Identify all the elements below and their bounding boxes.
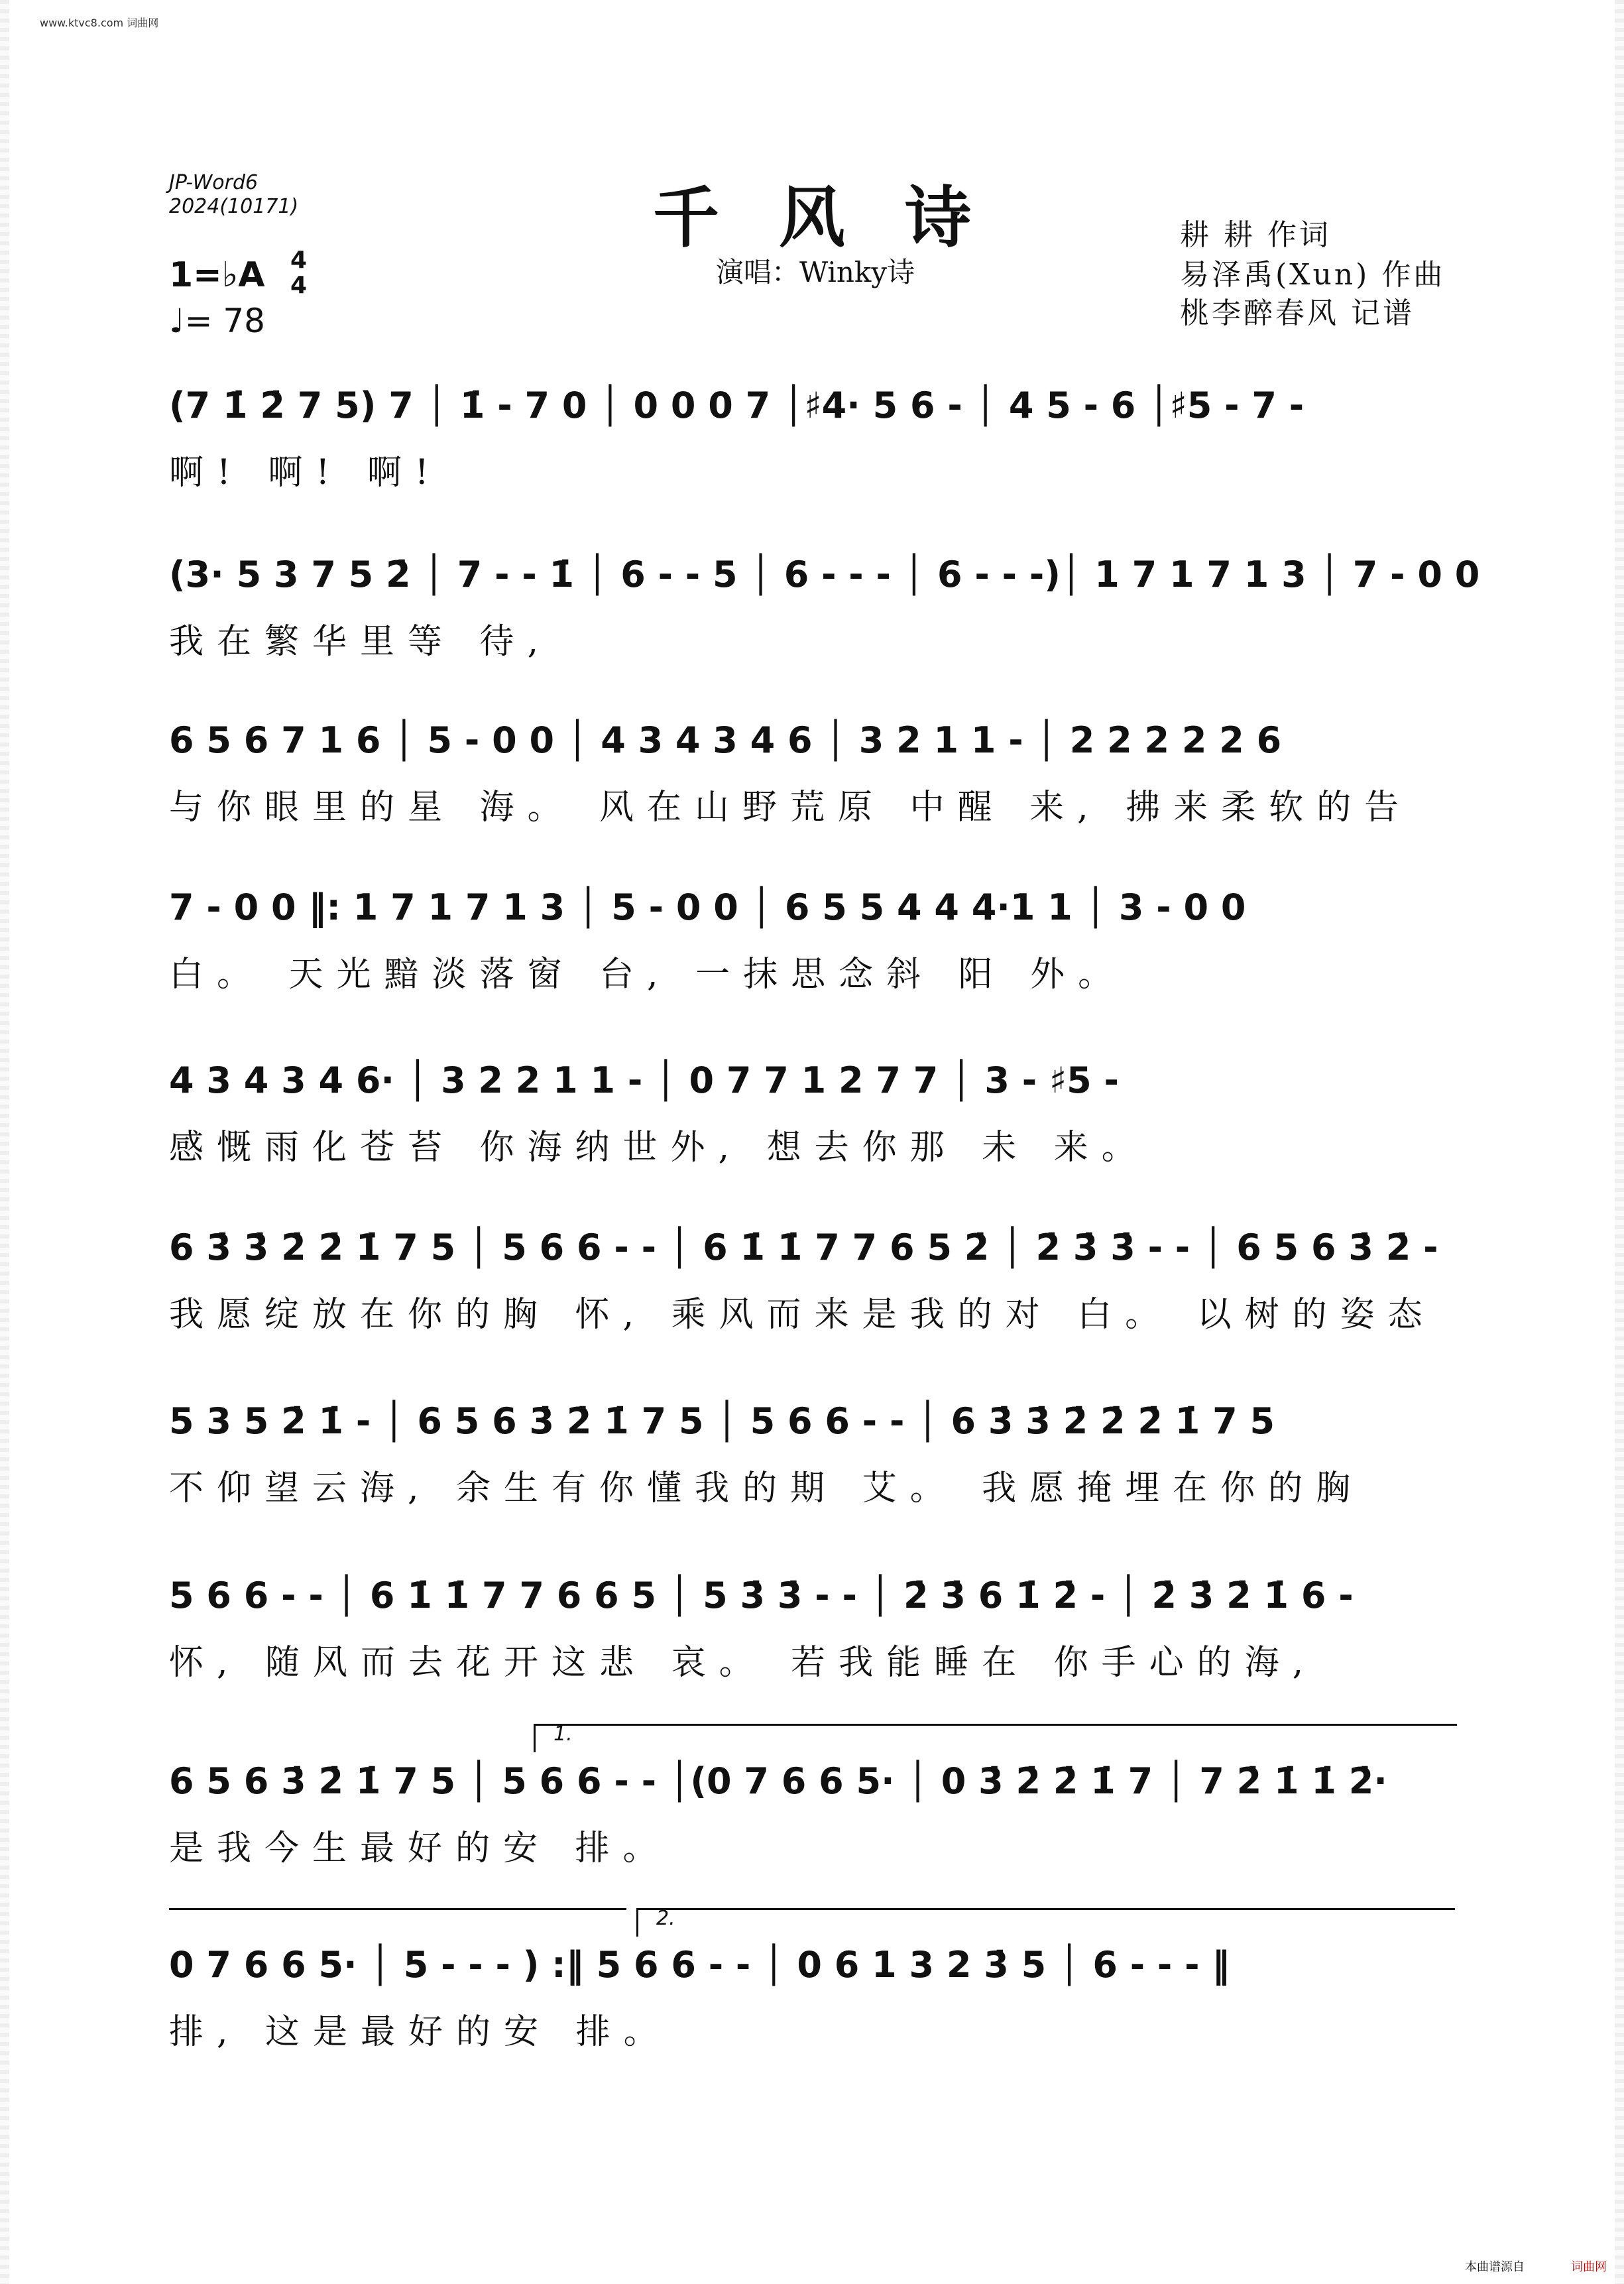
notation-line: (7 1̇ 2̇ 7 5) 7 │ 1̇ - 7 0 │ 0 0 0 7 │♯4· 5 6 - │ 4 5 - 6 │♯5 - 7 - [169, 385, 1305, 426]
lyric-line: 是我今生最好的安 排。 [169, 1829, 671, 1868]
time-bottom: 4 [290, 272, 308, 299]
second-ending-number: 2. [656, 1907, 675, 1930]
key-signature: 1=♭A [169, 255, 265, 295]
lyric-line: 排, 这是最好的安 排。 [169, 2012, 671, 2052]
left-border-strip [0, 0, 9, 2284]
time-signature [290, 248, 307, 298]
software-label: JP-Word6 [169, 171, 259, 194]
notation-line: 4 3 4 3 4 6· │ 3 2 2 1 1 - │ 0 7 7 1 2 7 7 │ 3 - ♯5 - [169, 1059, 1119, 1101]
lyric-line: 啊! 啊! 啊! [169, 453, 442, 493]
first-ending-number: 1. [553, 1722, 573, 1746]
time-top: 4 [290, 247, 308, 274]
lyric-line: 不仰望云海, 余生有你懂我的期 艾。 我愿掩埋在你的胸 [169, 1469, 1364, 1508]
source-watermark: www.ktvc8.com 词曲网 [40, 17, 159, 29]
first-ending-bracket [534, 1724, 1457, 1752]
notation-line: 7 - 0 0 ‖: 1 7 1 7 1 3 │ 5 - 0 0 │ 6 5 5 4 4 4·1 1 │ 3 - 0 0 [169, 886, 1246, 928]
composer-credit: 易泽禹(Xun) 作曲 [1180, 258, 1446, 292]
notation-line: 6 5 6 3̇ 2̇ 1̇ 7 5 │ 5 6 6 - - │(0 7 6 6 5· │ 0 3̇ 2̇ 2̇ 1̇ 7 │ 7 2̇ 1̇ 1̇ 2̇· [169, 1760, 1387, 1802]
lyricist-credit: 耕 耕 作词 [1180, 218, 1331, 252]
notation-line: 5 6 6 - - │ 6 1̇ 1̇ 7 7 6 6 5 │ 5 3̇ 3̇ - - │ 2̇ 3̇ 6 1̇ 2̇ - │ 2̇ 3̇ 2̇ 1̇ 6 - [169, 1575, 1354, 1616]
notation-line: 6 5 6 7 1 6 │ 5 - 0 0 │ 4 3 4 3 4 6 │ 3 2 1 1 - │ 2 2 2 2 2 6 [169, 719, 1282, 761]
footer-site-logo: 词曲网 [1571, 2260, 1607, 2274]
notation-line: 0 7 6 6 5· │ 5 - - - ) :‖ 5 6 6 - - │ 0 6 1 3 2 3̇ 5 │ 6 - - - ‖ [169, 1944, 1230, 1986]
version-label: 2024(10171) [169, 195, 299, 218]
lyric-line: 白。 天光黯淡落窗 台, 一抹思念斜 阳 外。 [169, 955, 1126, 994]
singer-credit: 演唱：Winky诗 [716, 256, 915, 288]
lyric-line: 感慨雨化苍苔 你海纳世外, 想去你那 未 来。 [169, 1128, 1149, 1168]
second-ending-bracket [636, 1908, 1455, 1937]
right-border-strip [1615, 0, 1624, 2284]
repeat-top-line [169, 1908, 626, 1910]
lyric-line: 怀, 随风而去花开这悲 哀。 若我能睡在 你手心的海, [169, 1643, 1317, 1683]
lyric-line: 我愿绽放在你的胸 怀, 乘风而来是我的对 白。 以树的姿态 [169, 1295, 1436, 1335]
tempo-marking: ♩= 78 [169, 302, 265, 340]
notation-line: 6 3̇ 3̇ 2̇ 2̇ 1̇ 7 5 │ 5 6 6 - - │ 6 1̇ 1̇ 7 7 6 5 2̇ │ 2̇ 3̇ 3̇ - - │ 6 5 6 3̇ 2̇ - [169, 1227, 1438, 1268]
footer-source-text: 本曲谱源自 [1465, 2260, 1525, 2274]
transcriber-credit: 桃李醉春风 记谱 [1180, 296, 1415, 330]
lyric-line: 我在繁华里等 待, [169, 622, 552, 662]
song-title: 千风诗 [653, 178, 1031, 257]
lyric-line: 与你眼里的星 海。 风在山野荒原 中醒 来, 拂来柔软的告 [169, 788, 1413, 827]
notation-line: 5 3 5 2̇ 1̇ - │ 6 5 6 3̇ 2̇ 1̇ 7 5 │ 5 6 6 - - │ 6 3̇ 3̇ 2̇ 2̇ 2̇ 1̇ 7 5 [169, 1400, 1275, 1442]
notation-line: (3· 5 3 7 5 2̇ │ 7 - - 1̇ │ 6 - - 5 │ 6 - - - │ 6 - - -)│ 1 7 1 7 1 3 │ 7 - 0 0 [169, 554, 1480, 595]
